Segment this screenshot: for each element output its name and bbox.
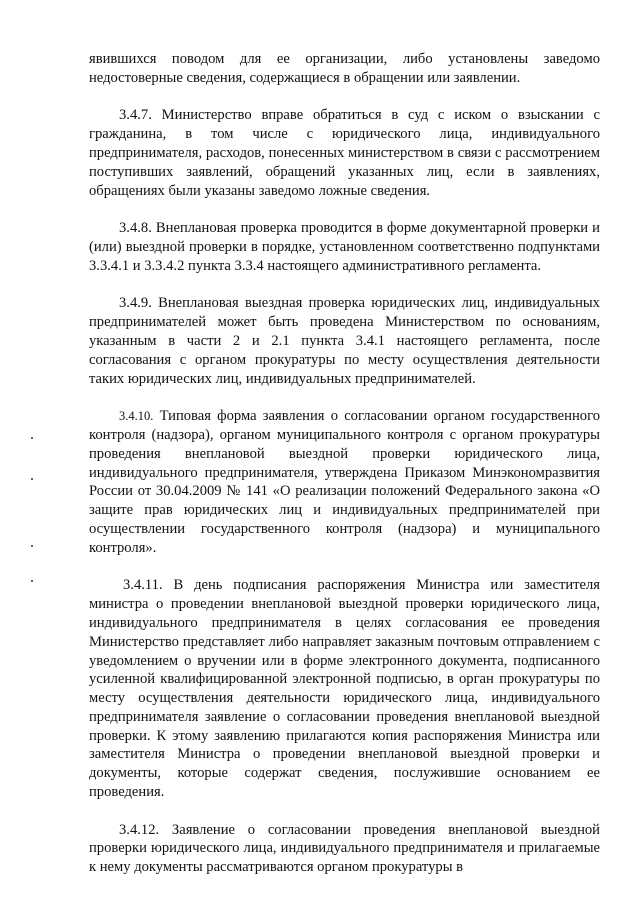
paragraph-text: явившихся поводом для ее организации, либо установлены заведомо недостоверные сведения, содержащиеся в обращении или заявлении. bbox=[89, 51, 600, 86]
document-body bbox=[89, 50, 600, 896]
margin-mark bbox=[31, 580, 33, 582]
paragraph-3-4-12 bbox=[89, 821, 600, 877]
paragraph-text: Типовая форма заявления о согласовании органом государственного контроля (надзора), органом муниципального контроля с органом прокуратуры проведения внеплановой выездной проверки юридического лица, индивидуального предпринимателя, утверждена Приказом Минэкономразвития России от 30.04.2009 № 141 «О реализации положений Федерального закона «О защите прав юридических лиц и индивидуальных предпринимателей при осуществлении государственного контроля (надзора) и муниципального контроля». bbox=[89, 408, 600, 556]
paragraph-3-4-7 bbox=[89, 106, 600, 200]
paragraph-3-4-9 bbox=[89, 294, 600, 388]
paragraph-continuation bbox=[89, 50, 600, 88]
paragraph-number: 3.4.7. bbox=[119, 107, 152, 124]
paragraph-3-4-10 bbox=[89, 407, 600, 557]
paragraph-number: 3.4.8. bbox=[119, 220, 152, 237]
paragraph-3-4-11 bbox=[89, 576, 600, 802]
paragraph-text: В день подписания распоряжения Министра или заместителя министра о проведении внеплановой выездной проверки юридического лица, индивидуального предпринимателя в целях согласования ее проведения Министерство представляет либо направляет заказным почтовым отправлением с уведомлением о вручении или в форме электронного документа, подписанного усиленной квалифицированной электронной подписью, в орган прокуратуры по месту осуществления деятельности юридического лица, индивидуального предпринимателя заявление о согласовании проведения внеплановой выездной проверки. К этому заявлению прилагаются копия распоряжения Министра или заместителя Министра о проведении внеплановой выездной проверки и документы, которые содержат сведения, послужившие основанием ее проведения. bbox=[89, 577, 600, 801]
paragraph-text: Заявление о согласовании проведения внеплановой выездной проверки юридического лица, индивидуального предпринимателя и прилагаемые к нему документы рассматриваются органом прокуратуры в bbox=[89, 821, 600, 876]
paragraph-text: Министерство вправе обратиться в суд с иском о взыскании с гражданина, в том числе с юридического лица, индивидуального предпринимателя, расходов, понесенных министерством в связи с рассмотрением поступивших заявлений, обращений указанных лиц, если в заявлениях, обращениях были указаны заведомо ложные сведения. bbox=[89, 107, 600, 199]
paragraph-number: 3.4.12. bbox=[119, 821, 160, 838]
paragraph-number: 3.4.10. bbox=[119, 409, 154, 424]
paragraph-3-4-8 bbox=[89, 219, 600, 275]
margin-mark bbox=[31, 437, 33, 439]
paragraph-number: 3.4.11. bbox=[123, 577, 163, 594]
paragraph-number: 3.4.9. bbox=[119, 295, 152, 312]
paragraph-text: Внеплановая проверка проводится в форме документарной проверки и (или) выездной проверки в порядке, установленном соответственно подпунктами 3.3.4.1 и 3.3.4.2 пункта 3.3.4 настоящего административного регламента. bbox=[89, 220, 600, 274]
margin-mark bbox=[31, 545, 33, 547]
paragraph-text: Внеплановая выездная проверка юридических лиц, индивидуальных предпринимателей может быть проведена Министерством по основаниям, указанным в части 2 и 2.1 пункта 3.4.1 настоящего регламента, после согласования с органом прокуратуры по месту осуществления деятельности таких юридических лиц, индивидуальных предпринимателей. bbox=[89, 295, 600, 387]
margin-mark bbox=[31, 478, 33, 480]
